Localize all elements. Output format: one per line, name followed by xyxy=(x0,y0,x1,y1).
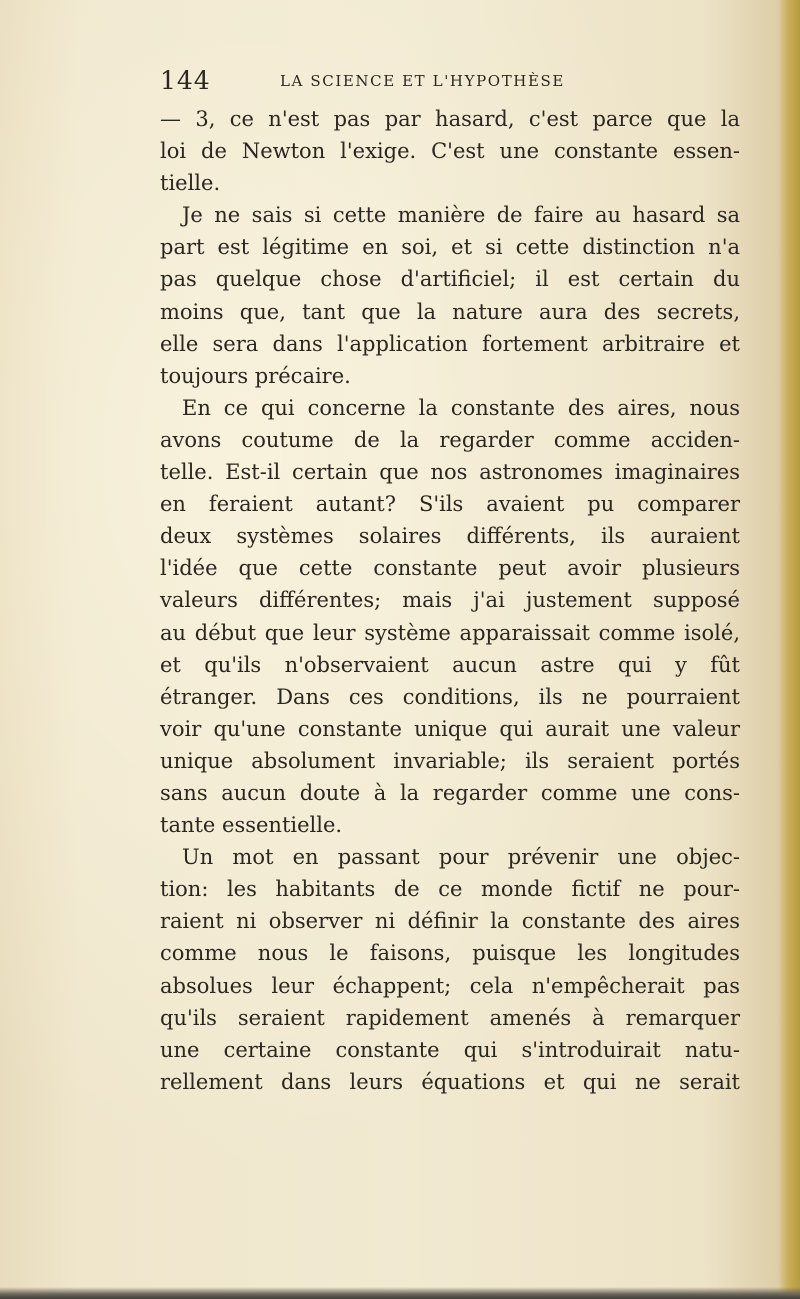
text-line: elle sera dans l'application fortement arbitraire et xyxy=(160,331,740,356)
text-line: toujours précaire. xyxy=(160,363,351,388)
text-line: voir qu'une constante unique qui aurait une valeur xyxy=(160,716,740,741)
text-line: deux systèmes solaires différents, ils auraient xyxy=(160,524,740,549)
text-line: tielle. xyxy=(160,171,221,196)
page-edge-shadow xyxy=(778,0,800,1299)
text-line: absolues leur échappent; cela n'empêcherait pas xyxy=(160,973,740,998)
body-text xyxy=(160,103,740,1098)
text-line: unique absolument invariable; ils seraient portés xyxy=(160,748,740,773)
text-line: rellement dans leurs équations et qui ne serait xyxy=(160,1069,740,1094)
text-line: et qu'ils n'observaient aucun astre qui y fût xyxy=(160,652,740,677)
text-line: part est légitime en soi, et si cette distinction n'a xyxy=(160,235,740,260)
running-head xyxy=(160,66,760,100)
text-line: tante essentielle. xyxy=(160,813,343,838)
page-bottom-shadow xyxy=(0,1287,800,1299)
text-line: — 3, ce n'est pas par hasard, c'est parce que la xyxy=(160,107,740,131)
text-line: pas quelque chose d'artificiel; il est certain du xyxy=(160,267,740,292)
text-line: sans aucun doute à la regarder comme une cons- xyxy=(160,780,740,805)
text-line: au début que leur système apparaissait comme isolé, xyxy=(160,620,740,645)
running-title: LA SCIENCE ET L'HYPOTHÈSE xyxy=(280,72,565,90)
text-line: En ce qui concerne la constante des aires, nous xyxy=(182,395,740,420)
text-line: Je ne sais si cette manière de faire au hasard sa xyxy=(182,203,740,228)
text-line: l'idée que cette constante peut avoir plusieurs xyxy=(160,556,740,581)
text-line: qu'ils seraient rapidement amenés à remarquer xyxy=(160,1005,740,1030)
text-line: valeurs différentes; mais j'ai justement supposé xyxy=(160,588,740,613)
text-line: en feraient autant? S'ils avaient pu comparer xyxy=(160,492,740,517)
text-line: une certaine constante qui s'introduirait natu- xyxy=(160,1037,740,1062)
text-line: moins que, tant que la nature aura des secrets, xyxy=(160,299,740,324)
text-line: raient ni observer ni définir la constante des aires xyxy=(160,909,740,934)
text-line: loi de Newton l'exige. C'est une constante essen- xyxy=(160,139,740,164)
text-line: Un mot en passant pour prévenir une objec- xyxy=(182,845,740,870)
page-number: 144 xyxy=(160,66,211,95)
text-line: étranger. Dans ces conditions, ils ne pourraient xyxy=(160,684,740,709)
text-line: tion: les habitants de ce monde fictif ne pour- xyxy=(160,877,740,902)
text-line: telle. Est-il certain que nos astronomes imaginaires xyxy=(160,460,740,485)
text-line: avons coutume de la regarder comme acciden- xyxy=(160,427,740,452)
text-line: comme nous le faisons, puisque les longitudes xyxy=(160,941,740,966)
